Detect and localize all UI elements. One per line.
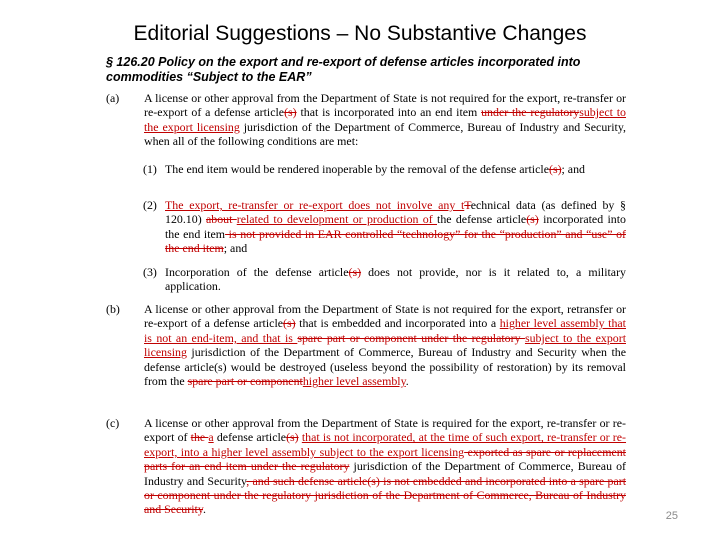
inserted-text: The export, re-transfer or re-export does not involve any t <box>165 198 465 212</box>
text-run: does not provide, nor is it related to, a military application. <box>165 265 626 294</box>
deleted-text: exported as spare or replacement parts for an end item under the regulatory <box>144 444 626 474</box>
deleted-text: the <box>190 430 209 445</box>
deleted-text: under the regulatory <box>481 105 580 120</box>
text-run: that is incorporated into an end item <box>296 105 482 120</box>
text-run: jurisdiction of the Department of Commerce, Bureau of Industry and Security <box>144 459 627 488</box>
slide-title: Editorial Suggestions – No Substantive Changes <box>133 22 587 45</box>
deleted-text: spare part or component under the regulatory <box>297 330 525 345</box>
deleted-text: (s) <box>283 316 296 331</box>
text-run: the defense article <box>437 212 527 227</box>
section-heading-line1: § 126.20 Policy on the export and re-export of defense articles incorporated into <box>106 55 581 69</box>
deleted-text: , and such defense article(s) is not embedded and incorporated into a spare part or component under the regulatory jurisdiction of the Department of Commerce, Bureau of Industry and Security <box>144 473 627 517</box>
paragraph-a2-text <box>143 198 626 256</box>
text-run: ; and <box>223 241 248 256</box>
page-number: 25 <box>665 510 678 522</box>
deleted-text: (s) <box>548 162 562 176</box>
paragraph-b-label: (b) <box>106 302 120 316</box>
inserted-text: a <box>208 430 214 445</box>
deleted-text: (s) <box>284 105 297 120</box>
section-heading <box>106 55 636 85</box>
text-run: echnical data (as defined by § 120.10) <box>165 198 626 227</box>
inserted-text: subject to the export licensing <box>144 330 626 360</box>
deleted-text: (s) <box>348 265 362 279</box>
deleted-text: spare part or component <box>187 374 303 389</box>
deleted-text: about <box>205 212 237 227</box>
text-run: Incorporation of the defense article <box>165 265 349 279</box>
paragraph-c-text <box>106 416 626 517</box>
paragraph-a3-text <box>143 265 626 294</box>
section-heading-line2: commodities “Subject to the EAR” <box>106 70 312 84</box>
inserted-text: subject to the export licensing <box>144 105 626 134</box>
deleted-text: (s) <box>526 212 539 227</box>
text-run: . <box>405 374 409 389</box>
deleted-text: T <box>464 198 471 212</box>
paragraph-a3-label: (3) <box>143 265 157 279</box>
text-run: A license or other approval from the Department of State is not required for the export, re-transfer or re-export of a defense article <box>144 91 626 120</box>
paragraph-a-text <box>106 91 626 149</box>
paragraph-a <box>106 91 626 149</box>
deleted-text: (s) <box>286 430 299 445</box>
paragraph-a-label: (a) <box>106 91 120 105</box>
paragraph-a3 <box>143 265 626 294</box>
paragraph-b-text <box>106 302 626 388</box>
paragraph-c-label: (c) <box>106 416 120 430</box>
paragraph-b <box>106 302 626 388</box>
text-run: jurisdiction of the Department of Commerce, Bureau of Industry and Security when the defense article(s) would be destroyed (useless beyond the possibility of restoration) by its removal from the <box>144 345 626 389</box>
paragraph-a2 <box>143 198 626 256</box>
text-run: jurisdiction of the Department of Commerce, Bureau of Industry and Security, when all of the following conditions are met: <box>144 119 626 149</box>
paragraph-a1-text <box>143 162 626 176</box>
text-run: . <box>203 502 206 517</box>
inserted-text: higher level assembly <box>302 374 406 389</box>
text-run: ; and <box>561 162 585 176</box>
paragraph-a2-label: (2) <box>143 198 157 212</box>
text-run: incorporated into the end item <box>165 212 626 241</box>
text-run: A license or other approval from the Department of State is not required for the export, retransfer or re-export of a defense article <box>144 302 626 331</box>
text-run: The end item would be rendered inoperable by the removal of the defense article <box>165 162 549 176</box>
inserted-text: higher level assembly that is not an end-item, and that is <box>144 316 626 345</box>
text-run: that is embedded and incorporated into a <box>295 316 500 331</box>
paragraph-a1 <box>143 162 626 176</box>
text-run: defense article <box>213 430 287 445</box>
paragraph-c <box>106 416 626 517</box>
text-run: A license or other approval from the Department of State is required for the export, re-transfer or re-export of <box>144 416 626 445</box>
inserted-text: related to development or production of <box>236 212 438 227</box>
deleted-text: is not provided in EAR controlled “technology” for the “production” and “use” of the end item <box>165 226 626 256</box>
paragraph-a1-label: (1) <box>143 162 157 176</box>
inserted-text: that is not incorporated, at the time of such export, re-transfer or re-export, into a higher level assembly subject to the export licensing <box>144 430 627 459</box>
